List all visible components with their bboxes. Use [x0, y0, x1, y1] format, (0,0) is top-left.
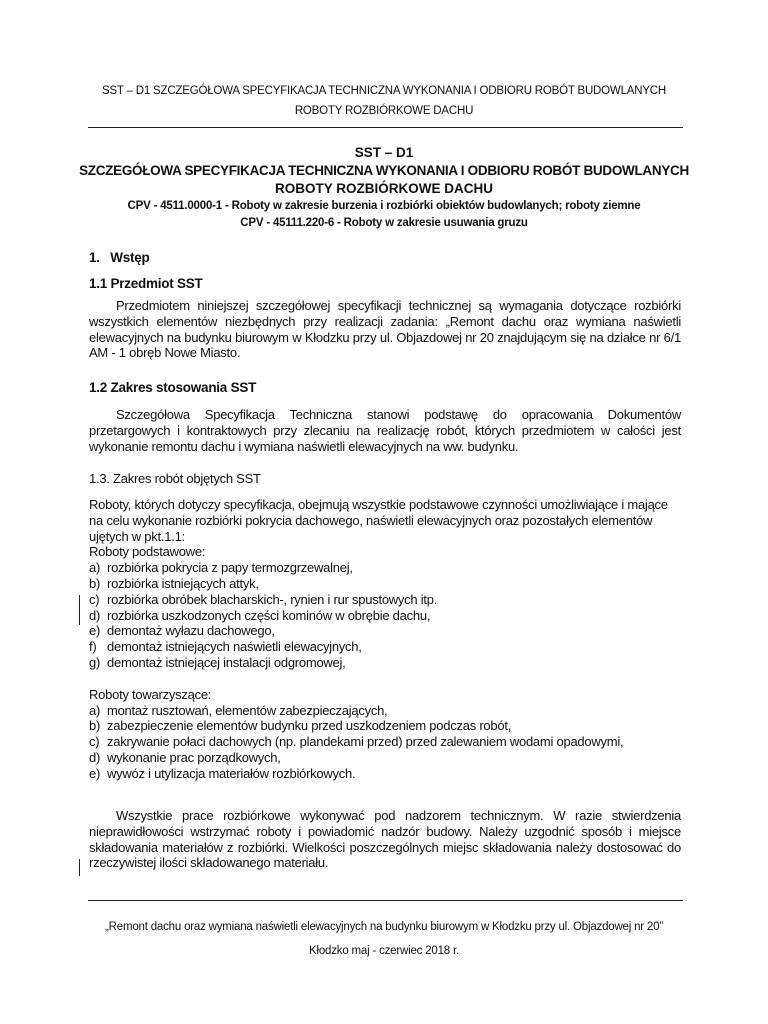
list-item-label: d)	[89, 749, 101, 765]
spacer	[89, 671, 681, 687]
list-item	[89, 718, 681, 734]
cpv-code-2: CPV - 45111.220-6 - Roboty w zakresie usuwania gruzu	[240, 217, 528, 229]
list-item-label: b)	[89, 718, 101, 734]
list-item-text: zakrywanie połaci dachowych (np. plandekami przed) przed zalewaniem wodami opadowymi,	[107, 734, 624, 750]
section-title: Wstęp	[110, 250, 150, 265]
section-number: 1.	[89, 250, 100, 265]
list-item-text: demontaż wyłazu dachowego,	[107, 623, 275, 639]
document-title: SZCZEGÓŁOWA SPECYFIKACJA TECHNICZNA WYKONANIA I ODBIORU ROBÓT BUDOWLANYCH	[79, 163, 689, 178]
revision-bar	[79, 859, 80, 876]
header-divider	[88, 127, 683, 128]
list-item-label: d)	[89, 607, 101, 623]
section-1-2-heading: 1.2 Zakres stosowania SST	[89, 380, 257, 395]
list-item	[89, 750, 681, 766]
accompanying-works-heading: Roboty towarzyszące:	[89, 686, 212, 702]
list-item-label: a)	[89, 702, 101, 718]
revision-bar	[79, 595, 80, 625]
closing-paragraph: Wszystkie prace rozbiórkowe wykonywać pod nadzorem technicznym. W razie stwierdzenia nieprawidłowości wstrzymać roboty i powiadomić nadzór budowy. Należy uzgodnić sposób i miejsce składowania materiałów z rozbiórki. Wielkości poszczególnych miejsc składowania należy dostosować do rzeczywistej ilości składowanego materiału.	[89, 808, 681, 871]
intro-line: Roboty, których dotyczy specyfikacja, obejmują wszystkie podstawowe czynności umożliwiające i mające	[89, 497, 668, 512]
section-1-3-heading: 1.3. Zakres robót objętych SST	[89, 471, 261, 486]
list-item	[89, 560, 681, 576]
cpv-code-1: CPV - 4511.0000-1 - Roboty w zakresie burzenia i rozbiórki obiektów budowlanych; roboty ziemne	[127, 200, 641, 212]
list-item-label: c)	[89, 734, 100, 750]
basic-works-heading: Roboty podstawowe:	[89, 544, 206, 560]
section-1-heading	[89, 250, 681, 266]
running-header-line1: SST – D1 SZCZEGÓŁOWA SPECYFIKACJA TECHNICZNA WYKONANIA I ODBIORU ROBÓT BUDOWLANYCH	[101, 85, 667, 97]
list-item-label: f)	[89, 639, 97, 655]
list-item-text: demontaż istniejącej instalacji odgromowej,	[107, 654, 346, 670]
list-item-label: b)	[89, 575, 101, 591]
list-item-text: rozbiórka obróbek blacharskich-, rynien i rur spustowych itp.	[107, 591, 438, 607]
section-1-1-paragraph: Przedmiotem niniejszej szczegółowej specyfikacji technicznej są wymagania dotyczące rozbiórki wszystkich elementów niezbędnych przy realizacji zadania: „Remont dachu oraz wymiana naświetli elewacyjnych na budynku biurowym w Kłodzku przy ul. Objazdowej nr 20 znajdującym się na działce nr 6/1 AM - 1 obręb Nowe Miasto.	[89, 298, 681, 361]
list-item-text: rozbiórka uszkodzonych części kominów w obrębie dachu,	[107, 607, 431, 623]
list-item	[89, 734, 681, 750]
list-item	[89, 766, 681, 782]
list-item-label: e)	[89, 765, 101, 781]
footer-project-title: „Remont dachu oraz wymiana naświetli elewacyjnych na budynku biurowym w Kłodzku przy ul. Objazdowej nr 20”	[105, 921, 663, 933]
intro-line: ujętych w pkt.1.1:	[89, 528, 185, 544]
list-item-label: g)	[89, 654, 101, 670]
footer-place-date: Kłodzko maj - czerwiec 2018 r.	[309, 945, 459, 957]
section-1-3-intro	[89, 497, 681, 782]
list-item	[89, 623, 681, 639]
list-item	[89, 639, 681, 655]
list-item	[89, 576, 681, 592]
list-item-text: montaż rusztowań, elementów zabezpieczających,	[107, 702, 388, 718]
list-item-label: c)	[89, 591, 100, 607]
intro-line: na celu wykonanie rozbiórki pokrycia dachowego, naświetli elewacyjnych oraz pozostałych elementów	[89, 512, 653, 528]
list-item	[89, 592, 681, 608]
list-item	[89, 655, 681, 671]
running-header-line2: ROBOTY ROZBIÓRKOWE DACHU	[294, 105, 474, 117]
list-item-text: rozbiórka pokrycia z papy termozgrzewalnej,	[107, 560, 353, 576]
list-item	[89, 608, 681, 624]
basic-works-list	[89, 560, 681, 671]
list-item-text: zabezpieczenie elementów budynku przed uszkodzeniem podczas robót,	[107, 718, 512, 734]
document-code: SST – D1	[354, 145, 414, 160]
document-subject: ROBOTY ROZBIÓRKOWE DACHU	[275, 181, 493, 196]
list-item-text: rozbiórka istniejących attyk,	[107, 575, 259, 591]
list-item-label: e)	[89, 623, 101, 639]
list-item-text: demontaż istniejących naświetli elewacyjnych,	[107, 639, 362, 655]
list-item	[89, 703, 681, 719]
section-1-2-paragraph: Szczegółowa Specyfikacja Techniczna stanowi podstawę do opracowania Dokumentów przetargowych i kontraktowych przy zlecaniu na realizację robót, których przedmiotem w całości jest wykonanie remontu dachu i wymiana naświetli elewacyjnych na ww. budynku.	[89, 407, 681, 454]
list-item-label: a)	[89, 560, 101, 576]
accompanying-works-list	[89, 703, 681, 782]
list-item-text: wywóz i utylizacja materiałów rozbiórkowych.	[107, 765, 356, 781]
list-item-text: wykonanie prac porządkowych,	[107, 749, 281, 765]
section-1-1-heading: 1.1 Przedmiot SST	[89, 276, 203, 291]
footer-divider	[88, 900, 683, 901]
